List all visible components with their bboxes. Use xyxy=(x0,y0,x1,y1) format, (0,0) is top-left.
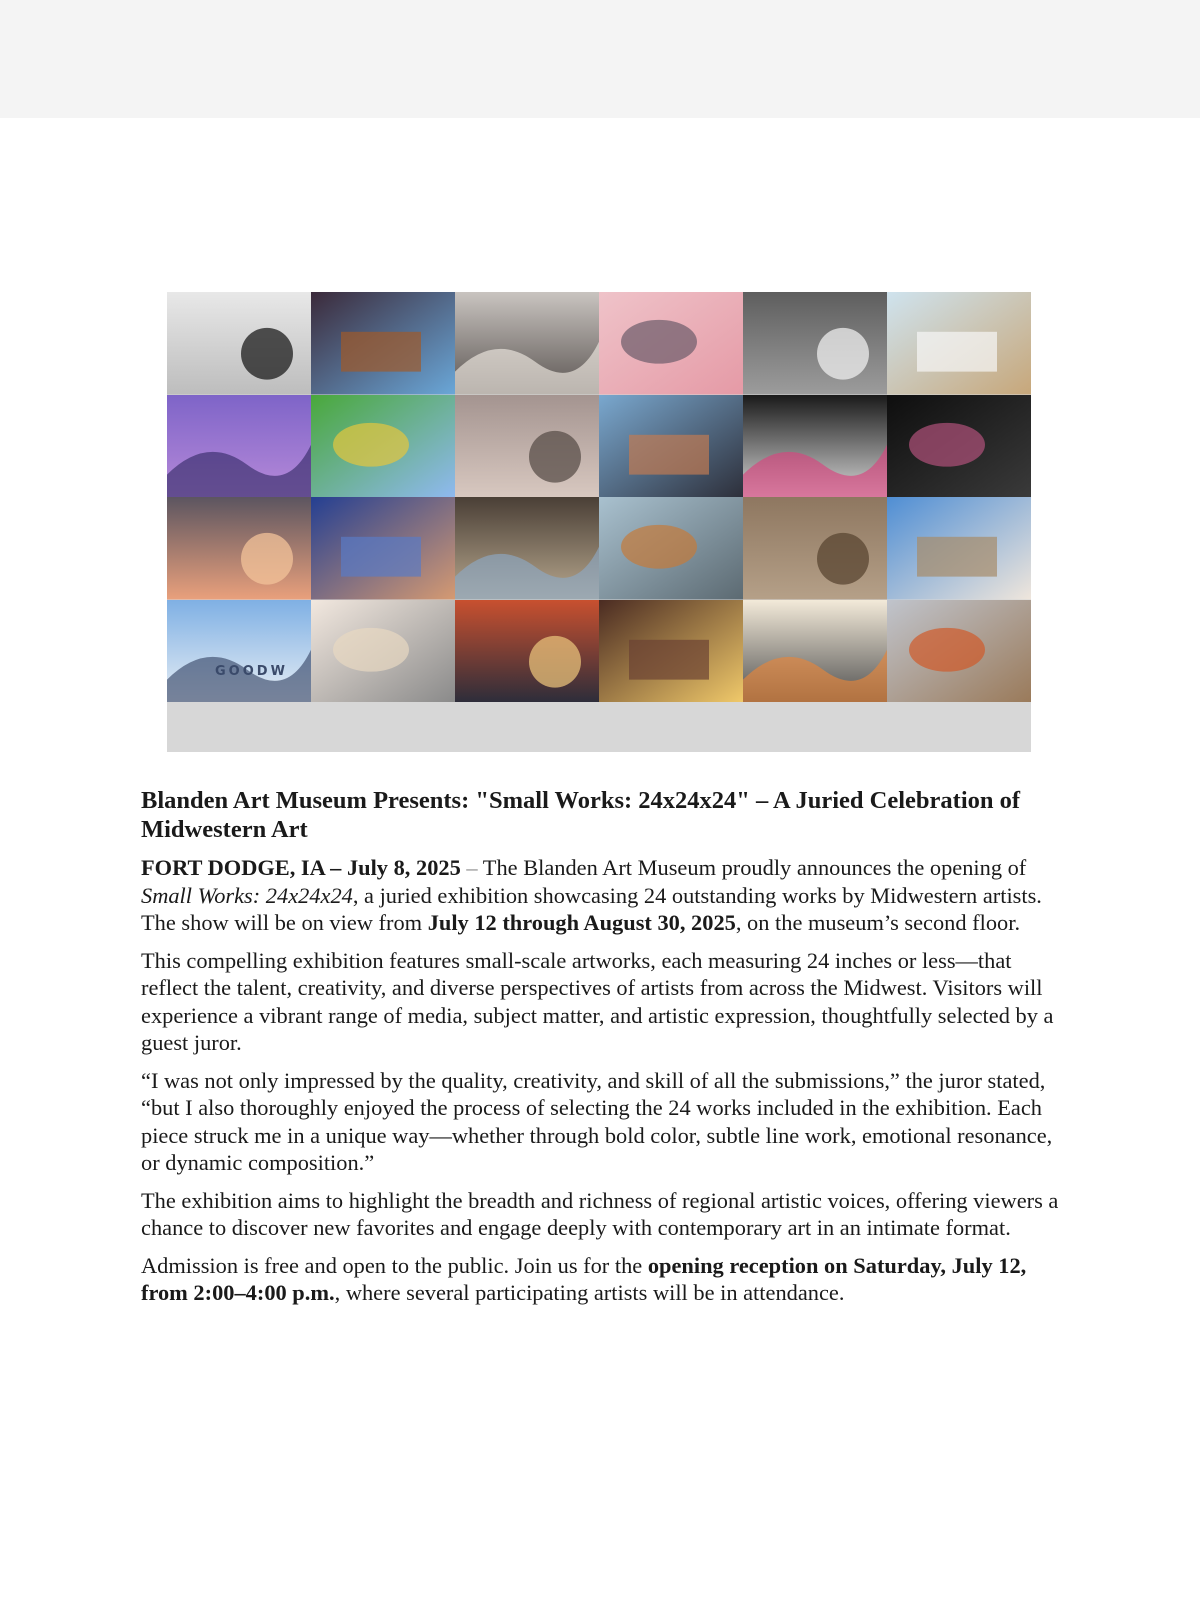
artwork-mosaic xyxy=(167,292,1031,752)
paragraph-admission xyxy=(141,1252,1061,1307)
artwork-tile-white-building xyxy=(887,497,1031,600)
artwork-tile-bathers xyxy=(311,497,455,600)
paragraph-description: This compelling exhibition features small-scale artworks, each measuring 24 inches or less—that reflect the talent, creativity, and diverse perspectives of artists from across the Midwest. Visitors will experience a vibrant range of media, subject matter, and artistic expression, thoughtfully selected by a guest juror. xyxy=(141,947,1054,1055)
artwork-tile-wind-turbine xyxy=(743,292,887,395)
artwork-tile-tree-panels xyxy=(743,600,887,703)
artwork-tile-sunset-clouds xyxy=(167,497,311,600)
artwork-tile-cabin-window xyxy=(599,600,743,703)
dateline: FORT DODGE, IA – July 8, 2025 xyxy=(141,855,461,880)
artwork-tile-abstract-collage xyxy=(455,600,599,703)
intro-text-b: , a juried exhibition showcasing 24 outstanding works by Midwestern artists. The show will be on view from xyxy=(141,882,1042,935)
dateline-dash: – xyxy=(460,855,483,880)
artwork-tile-purple-tree xyxy=(167,395,311,498)
artwork-tile-dark-branch xyxy=(887,395,1031,498)
artwork-tile-portrait-bw xyxy=(167,292,311,395)
goodwill-sign-text: GOODW xyxy=(215,663,288,679)
artwork-tile-frog-hat xyxy=(311,395,455,498)
mosaic-grid xyxy=(167,292,1031,702)
paragraph-juror-quote: “I was not only impressed by the quality, creativity, and skill of all the submissions,” the juror stated, “but I also thoroughly enjoyed the process of selecting the 24 works included in the exhibition. Each piece struck me in a unique way—whether through bold color, subtle line work, emotional resonance, or dynamic composition.” xyxy=(141,1067,1053,1175)
artwork-tile-fish-skeleton xyxy=(743,395,887,498)
intro-text-c: , on the museum’s second floor. xyxy=(735,910,1021,935)
top-band xyxy=(0,0,1200,118)
exhibition-dates: July 12 through August 30, 2025 xyxy=(427,910,736,935)
artwork-tile-striped-figures xyxy=(599,395,743,498)
artwork-tile-barn xyxy=(887,600,1031,703)
artwork-tile-castle-drawing xyxy=(311,600,455,703)
paragraph-intro xyxy=(141,854,1061,937)
reception-details: opening reception on Saturday, July 12, from 2:00–4:00 p.m. xyxy=(141,1252,1027,1305)
artwork-tile-owl-eye xyxy=(455,497,599,600)
artwork-tile-twigs-blue xyxy=(599,497,743,600)
artwork-tile-brown-bark xyxy=(743,497,887,600)
headline: Blanden Art Museum Presents: "Small Works: 24x24x24" – A Juried Celebration of Midwestern Art xyxy=(141,787,1021,843)
artwork-tile-lace-fabric xyxy=(455,395,599,498)
artwork-tile-crow-moon-etching xyxy=(455,292,599,395)
admission-text-a: Admission is free and open to the public. Join us for the xyxy=(141,1252,648,1278)
artwork-tile-pink-face xyxy=(599,292,743,395)
press-release xyxy=(141,786,1061,1317)
intro-text-a: The Blanden Art Museum proudly announces the opening of xyxy=(482,855,1027,880)
admission-text-b: , where several participating artists will be in attendance. xyxy=(334,1280,845,1305)
paragraph-aims: The exhibition aims to highlight the breadth and richness of regional artistic voices, offering viewers a chance to discover new favorites and engage deeply with contemporary art in an intimate format. xyxy=(141,1187,1059,1240)
artwork-tile-blue-bathtub xyxy=(311,292,455,395)
artwork-tile-goodwill-sign xyxy=(167,600,311,703)
artwork-tile-swan xyxy=(887,292,1031,395)
exhibition-title: Small Works: 24x24x24 xyxy=(141,882,353,908)
